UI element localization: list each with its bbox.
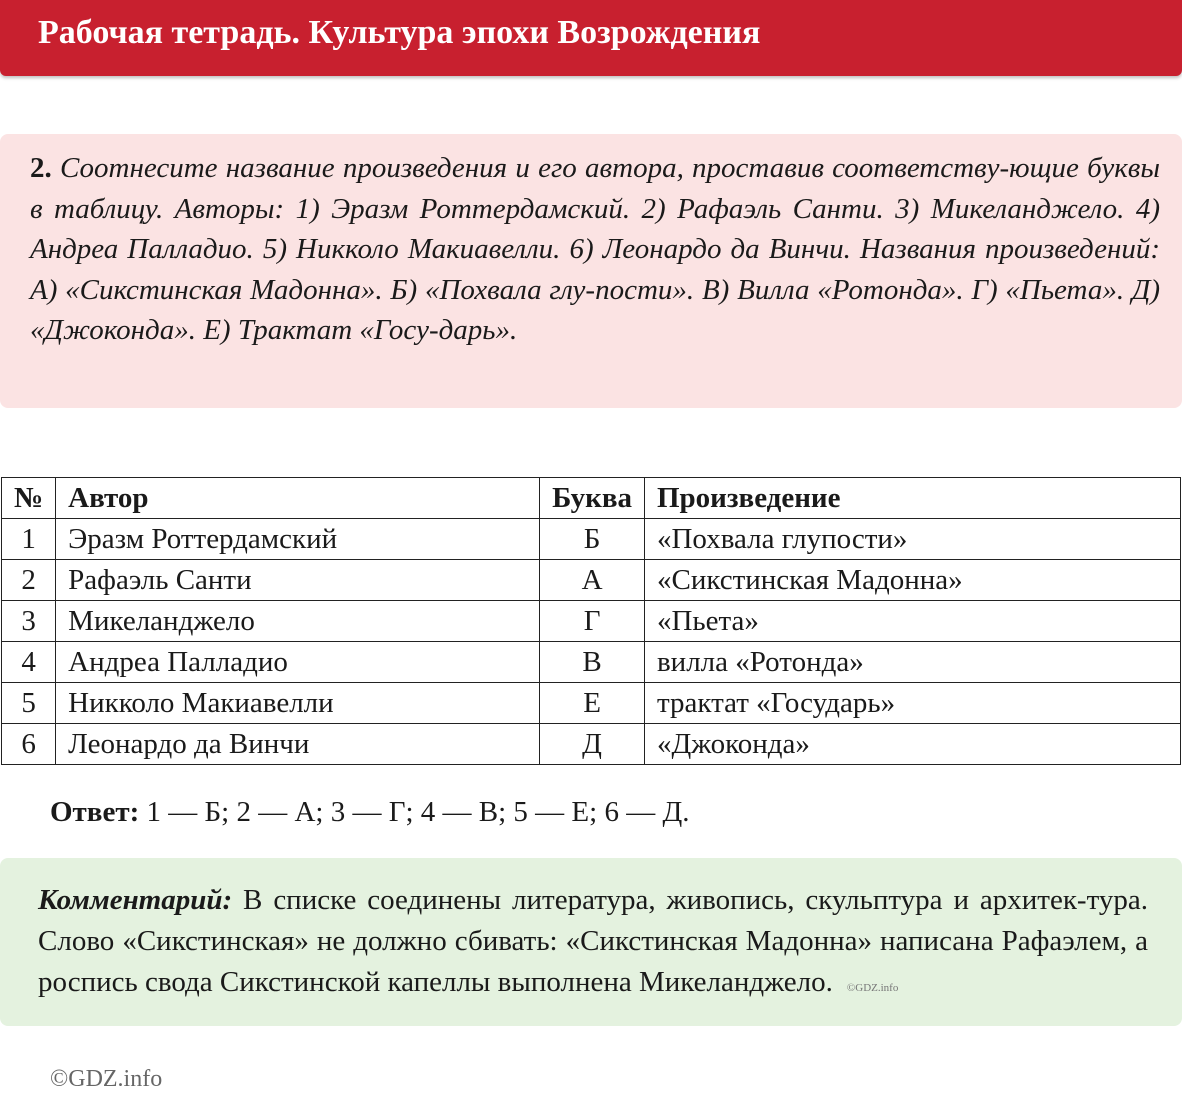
answer-table bbox=[1, 477, 1181, 765]
cell-author: Эразм Роттердамский bbox=[56, 519, 540, 560]
header-author: Автор bbox=[56, 478, 540, 519]
table-row bbox=[2, 683, 1181, 724]
page-header bbox=[0, 0, 1182, 76]
cell-author: Андреа Палладио bbox=[56, 642, 540, 683]
table-row bbox=[2, 519, 1181, 560]
cell-letter: Г bbox=[540, 601, 645, 642]
footer-watermark: ©GDZ.info bbox=[50, 1066, 163, 1092]
header-letter: Буква bbox=[540, 478, 645, 519]
cell-author: Никколо Макиавелли bbox=[56, 683, 540, 724]
cell-work: «Пьета» bbox=[644, 601, 1180, 642]
cell-work: трактат «Государь» bbox=[644, 683, 1180, 724]
header-work: Произведение bbox=[644, 478, 1180, 519]
cell-num: 4 bbox=[2, 642, 56, 683]
cell-num: 6 bbox=[2, 724, 56, 765]
cell-letter: А bbox=[540, 560, 645, 601]
cell-letter: Б bbox=[540, 519, 645, 560]
cell-author: Рафаэль Санти bbox=[56, 560, 540, 601]
table-row bbox=[2, 642, 1181, 683]
cell-num: 5 bbox=[2, 683, 56, 724]
table-header-row bbox=[2, 478, 1181, 519]
cell-num: 2 bbox=[2, 560, 56, 601]
answer-label: Ответ: bbox=[50, 796, 140, 828]
cell-author: Леонардо да Винчи bbox=[56, 724, 540, 765]
table-row bbox=[2, 724, 1181, 765]
header-num: № bbox=[2, 478, 56, 519]
task-text bbox=[30, 148, 1160, 351]
comment-watermark: ©GDZ.info bbox=[846, 982, 899, 994]
task-body: Соотнесите название произведения и его автора, проставив соответству-ющие буквы в таблицу. Авторы: 1) Эразм Роттердамский. 2) Рафаэль Санти. 3) Микеланджело. 4) Андреа Палладио. 5) Никколо Макиавелли. 6) Леонардо да Винчи. Названия произведений: А) «Сикстинская Мадонна». Б) «Похвала глу-пости». В) Вилла «Ротонда». Г) «Пьета». Д) «Джоконда». Е) Трактат «Госу-дарь». bbox=[30, 152, 1160, 346]
cell-num: 1 bbox=[2, 519, 56, 560]
cell-work: вилла «Ротонда» bbox=[644, 642, 1180, 683]
cell-letter: В bbox=[540, 642, 645, 683]
cell-letter: Д bbox=[540, 724, 645, 765]
comment-text bbox=[38, 880, 1148, 1009]
cell-letter: Е bbox=[540, 683, 645, 724]
cell-author: Микеланджело bbox=[56, 601, 540, 642]
answer-line bbox=[50, 796, 690, 829]
cell-work: «Джоконда» bbox=[644, 724, 1180, 765]
table-row bbox=[2, 601, 1181, 642]
task-number: 2. bbox=[30, 152, 52, 184]
comment-label: Комментарий: bbox=[38, 884, 233, 916]
cell-work: «Сикстинская Мадонна» bbox=[644, 560, 1180, 601]
page-title: Рабочая тетрадь. Культура эпохи Возрождения bbox=[38, 14, 761, 51]
cell-num: 3 bbox=[2, 601, 56, 642]
cell-work: «Похвала глупости» bbox=[644, 519, 1180, 560]
table-row bbox=[2, 560, 1181, 601]
answer-text: 1 — Б; 2 — А; 3 — Г; 4 — В; 5 — Е; 6 — Д. bbox=[139, 796, 690, 828]
comment-body: В списке соединены литература, живопись, скульптура и архитек-тура. Слово «Сикстинская» не должно сбивать: «Сикстинская Мадонна» написана Рафаэлем, а роспись свода Сикстинской капеллы выполнена Микеланджело. bbox=[38, 884, 1148, 998]
